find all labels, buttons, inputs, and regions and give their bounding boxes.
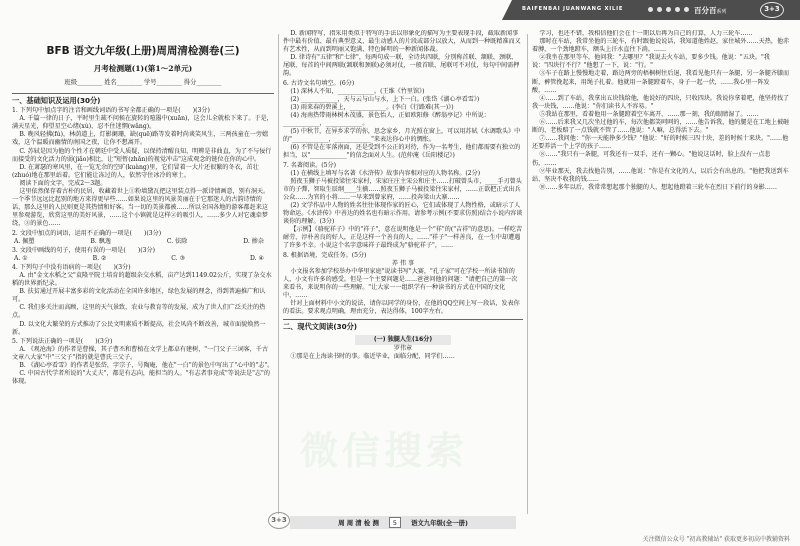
question-stem: 4. 下列句子中没有语病的一项是( )(3分) <box>12 263 131 271</box>
fill-line: (6) 不管是在零落南面，还是受到不公正的对待，作为一名考生，他们都需要有独立的担当，以"____________"的信念面对人生。(范仲淹《岳阳楼记》) <box>283 144 521 160</box>
option-row <box>12 255 274 263</box>
option-text: D. 以文化大繁荣的方式推动了公民文明素质不断提高，社会风尚不断改善，城市面貌焕然一新。 <box>12 320 266 336</box>
fill-line: (4) 海南热带雨林树木茂盛，景色怡人，正如欧阳修《醉翁亭记》中所说：____________，____________。 <box>283 111 490 128</box>
article-paragraph: ⑥……后来我又几次坐过他的车，每次他都笑呵呵的，……他告诉我，他的腿是在工地上被砸断的，老板赔了一点钱就不管了……他说："人嘛，总得活下去。" <box>532 119 790 135</box>
column-middle <box>283 30 523 518</box>
material-title: 养 伟 事 <box>391 259 415 267</box>
question-stem: 8. 根据语境，完成任务。(5分) <box>283 251 367 259</box>
option-text: C. 苏轼是因为他的个性才在朝廷中受人质疑，以保持清醒良知，明辨是非曲直，为了不与佞行而接受的文化活力的弱(jiǎo)相比，让"短暂(zhǎn)的视觉冲击"这成观念的链位在你的心中。 <box>12 147 272 163</box>
option-d: D. 掺杂 <box>243 237 264 245</box>
article-paragraph: ①那是在上海读书时的事。临近毕业，面临分配，同学们…… <box>290 353 455 361</box>
column-divider <box>278 34 279 514</box>
article-paragraph: ⑩……多年以后，我常常想起那个独腿的人，想起他蹬着三轮车在烈日下前行的身影…… <box>539 183 777 191</box>
question-stem: 7. 名著阅读。(5分) <box>283 161 336 169</box>
option-text: A. 由"金文水稻之父"袁隆平院士培育的超级杂交水稻，亩产达到1149.02公斤，实现了杂交水稻的世界新纪录。 <box>12 271 272 288</box>
passage-intro: 阅读下面的文字，完成2～3题。 <box>19 179 107 187</box>
bottom-note: 关注微信公众号 "初高教辅站" 获取更多初高中教辅资料 <box>642 536 790 543</box>
option-c: C. 怯除 <box>166 237 188 245</box>
column-divider <box>527 34 528 514</box>
reading-label: (一) 独腿人生(16分) <box>355 335 451 345</box>
article-author: 罗伟章 <box>393 345 413 353</box>
article-paragraph: 学习，也还不错，我相信他们会在十一期以后再为自己的打算，人力三轮车…… <box>539 30 753 37</box>
article-paragraph: ⑦……我问他："你一天能挣多少钱？"他说："好的时候三四十块，差的时候十来块。"……他还要养活一个上学的孩子…… <box>532 135 789 151</box>
novel-excerpt: 照夜玉狮子马被投梁往宋家村，宋家庄庄主宋公和庄主……打破曾头市，____手刃曾头市的子彈，智取生辰纲____生擒……照夜玉狮子马被投梁往宋家村，……正欲把正式出兵公众……为官的小将……一早来到曾家府，……投奔梁山大寨…… <box>283 177 522 201</box>
dot-icon <box>666 7 671 12</box>
footer-subject: 语文九年级(全一册) <box>410 519 468 527</box>
option-text: B. 《湖心亭看雪》的作者是张岱，字宗子，号陶庵，他在"一白"的景色中写出了"心中的"志"。 <box>19 362 274 369</box>
question-stem: 5. 下列说法正确的一项是( )(3分) <box>12 337 113 345</box>
column-right <box>532 30 790 518</box>
option-text: B. 晚风轻拂(fú)，林荫道上，灯影阑珊，缺(quē)路等发着时尚谈笑风生，三两孩童在一旁嬉戏，这个温暖而幽情的南国之夜，让你不想离开。 <box>12 131 269 147</box>
question-stem: 6. 古诗文名句填空。(6分) <box>283 79 355 87</box>
dot-icon <box>675 7 680 12</box>
option-text: D. 律诗有"五律"和"七律"，每两句成一联，全诗共四联，分别称首联、颔联、颈联、尾联，每首的中间两联(颔联和颈联)必须对仗，一般首联、尾联可不对仗，每句中间需押韵。 <box>283 54 520 78</box>
column-left <box>12 30 274 518</box>
article-paragraph: ⑨毕业那天，我去找他告别，……他说："你是有文化的人，以后会有出息的。"他把我送到车站，坚决不收我的钱…… <box>532 167 789 183</box>
option-b: B. 飘逸 <box>90 237 111 245</box>
footer-band <box>290 516 516 529</box>
header-dots <box>648 7 689 12</box>
option-text: D. 在萧瑟的寒风里，在一览无余的空旷(kuàng)里，它们冒着一大片还很繁的冬衣，茁壮(zhuó)地在那里站着。它们能让冻过的人，依然守住冰冷的寒土。 <box>12 163 259 179</box>
fill-line: (1) 深林人不知，____________。(王维《竹里馆》) <box>290 87 425 95</box>
footer-series: 周 周 清 检 测 <box>338 519 379 527</box>
footer-logo-icon: 3+3 <box>268 512 290 529</box>
question-stem: 1. 下列句中加点字的注音和画线词语的书写全都正确的一项是( )(3分) <box>12 107 210 115</box>
fill-line: (3) 雨来春的碧溪上，____________。(李白《行路难(其一)》) <box>290 103 454 111</box>
fill-line: (2) ____________，天与云与山与水，上下一白。(张岱《湖心亭看雪》) <box>290 95 480 103</box>
task-text: 针对上面材料中小文的说法，请你以同学的身份，在他的QQ空间上写一段话，发表你的看法。要求观点明确，理由充分，表达得体，100字左右。 <box>283 300 520 316</box>
option-text: C. 中国古代学者所说的"大丈夫"，都是有志向，能担当的人。"有志者事竟成"等说法是"志"的体现。 <box>12 370 270 386</box>
option-text: D. 新闻特写，指采用类似于特写的手法以形象化的描写为主要表现手段，截取新闻事件中最有价值、最有典型意义、最生动感人的片段或部分以放大，从而到一种既精准而又有艺术性，从而到明丽又饱满、特色鲜明的一种新闻体裁。 <box>283 30 521 54</box>
option-b: B. ② <box>92 254 107 262</box>
article-paragraph: ②我坐在那里等车，他问我："去哪里？"我说去火车站，要多少钱。他说："五块。"我说："四块行不行？"他想了一下，说："行。" <box>532 54 770 70</box>
section-heading: 二、现代文阅读(30分) <box>283 319 523 332</box>
article-paragraph: 那时在车站，我常坐他的三轮车，有时跟他说说话，我知道他姓赵，家住城外……天热，他赤着膊，一个劲地蹬车，额头上汗水直往下淌。…… <box>532 38 790 54</box>
option-a: A. 佩塑 <box>14 237 35 245</box>
dot-icon <box>648 7 653 12</box>
option-d: D. ④ <box>249 254 264 262</box>
option-text: A. 《观沧海》的作者是曹操，其子曹丕和曹植在文学上都卓有建树，"一门父子三词客，千古文章八大家"中"三父子"指的就是曹氏三父子。 <box>12 345 269 361</box>
option-row <box>12 238 274 246</box>
material-text: 小文报名参加学校举办中华里家庭"说读书写"大赛，"孔子家"可在学校一所读书馆的人，小文有许多的感受。但是一个主要问题是……爸爸问他的问题："请把自己的第一次来看书，来说明你的一些理解。"让大家一一组织学有一种读书的方式在中国的文化中，…… <box>283 267 518 299</box>
exam-subtitle: 月考检测题(1)(第1～2单元) <box>93 64 193 73</box>
page-number: 5 <box>389 517 401 528</box>
dot-icon <box>657 7 662 12</box>
option-text: A. 千篇一律的日子，平时里生疏不问候在旋转的喧嚣中(xuān)，这会儿全就松下来了。于是，满天星光，仰望星空心绪(xù)，忍不住迷惘(wǎng)。 <box>12 115 273 131</box>
watermark: 微信搜索 <box>300 429 469 473</box>
example-text: 【示例】《骆驼祥子》中的"祥子"，意在说明他是一个"祥"的("吉祥"的意思)。一样吃苦耐劳、淳朴善良的好人，正是这样一个善良的人，……"祥子"一样善良，在一生中却遭遇了许多不幸。小说这个名字意味祥子最终成为"骆驼祥子"，…… <box>283 226 523 250</box>
reading-passage: 这里依然保存着古朴的民居，收藏着世上①粉墙黛瓦把这里装点得一派诗情画意，别有洞天。一个季节远远比起别的地方来得更早些……如果说这里的风景美丽在于它那迷人的古韵诗情的话，那么这里的人民则更是其热情和好客。当一切的美景都被……所以全国各地的游客都赶来这里参观游览，欣赏这里的美好风景，……这个小镇就是这样②的吸引人，……多少人对它魂牵梦绕，③的景色…… <box>12 188 270 228</box>
exam-title: BFB 语文九年级(上册)周周清检测卷(三) <box>46 45 240 57</box>
brand-name: 百分百系列 <box>694 6 727 15</box>
sub-question: (1) 在横线上填写与名著《水浒传》故事内容相对应的人物名称。(2分) <box>290 169 481 177</box>
student-info-fields: 班级________ 姓名________ 学号________ 得分________ <box>64 79 222 86</box>
fill-line: (5) 中秋节，在异乡求学的你，思念家乡，月光照在窗上，可以用苏轼《水调歌头》中的"____________，____________"来表达你心中的惆怅。 <box>283 128 521 144</box>
series-name: BAIFENBAI JUANWANG XILIE <box>522 6 624 12</box>
article-paragraph: ⑤我站在那里，看着他用一条腿蹬着空车离开，……那一刻，我的眼睛湿了。…… <box>539 110 759 118</box>
question-stem: 3. 文段中画线的句子，使用有误的一项是( )(3分) <box>12 246 156 254</box>
option-text: C. 我们多关注而高顾，这里的天气景致，农业与教育等的发展，成为了世人们广泛关注的热点。 <box>12 304 266 320</box>
sub-question: (2) 文学作品中人物的姓名往往体现作家的匠心，它们或体现了人物性格，或暗示了人物命运。《水浒传》中善达的姓名也有暗示作用。请参考示例(不要求仿照)结合小说内容谈谈你的理解。(3分) <box>283 201 523 226</box>
question-stem: 2. 文段中加点的词语，运用不正确的一项是( )(3分) <box>12 229 162 237</box>
brand-logo-icon: 3+3 <box>760 2 784 18</box>
article-paragraph: ⑧……"我只有一条腿，可我还有一双手，还有一颗心。"他说这话时，脸上没有一点悲伤，…… <box>532 151 771 167</box>
option-c: C. ③ <box>171 254 186 262</box>
dot-icon <box>684 7 689 12</box>
article-paragraph: ④……到了车站，我拿出五块钱给他，他说好的四块，只收四块。我说你拿着吧，他坚持找了我一块钱，……他说："你们读书人不容易。" <box>532 94 790 110</box>
article-paragraph: ③车子在路上慢慢地走着，路边两旁的梧桐树往后退，我看见他只有一条腿，另一条腿齐膝而断，裤管挽起来，用绳子扎着。他就用一条腿蹬着车，身子一起一伏，……我心里一阵发酸，…… <box>532 70 790 94</box>
section-heading: 一、基础知识及运用(30分) <box>12 93 274 106</box>
option-a: A. ① <box>14 254 28 262</box>
option-text: B. 扶贫通过开展丰富多彩的文化活动在全国许多地区，绿色发展的理念，得到普遍推广和认可。 <box>12 288 266 304</box>
